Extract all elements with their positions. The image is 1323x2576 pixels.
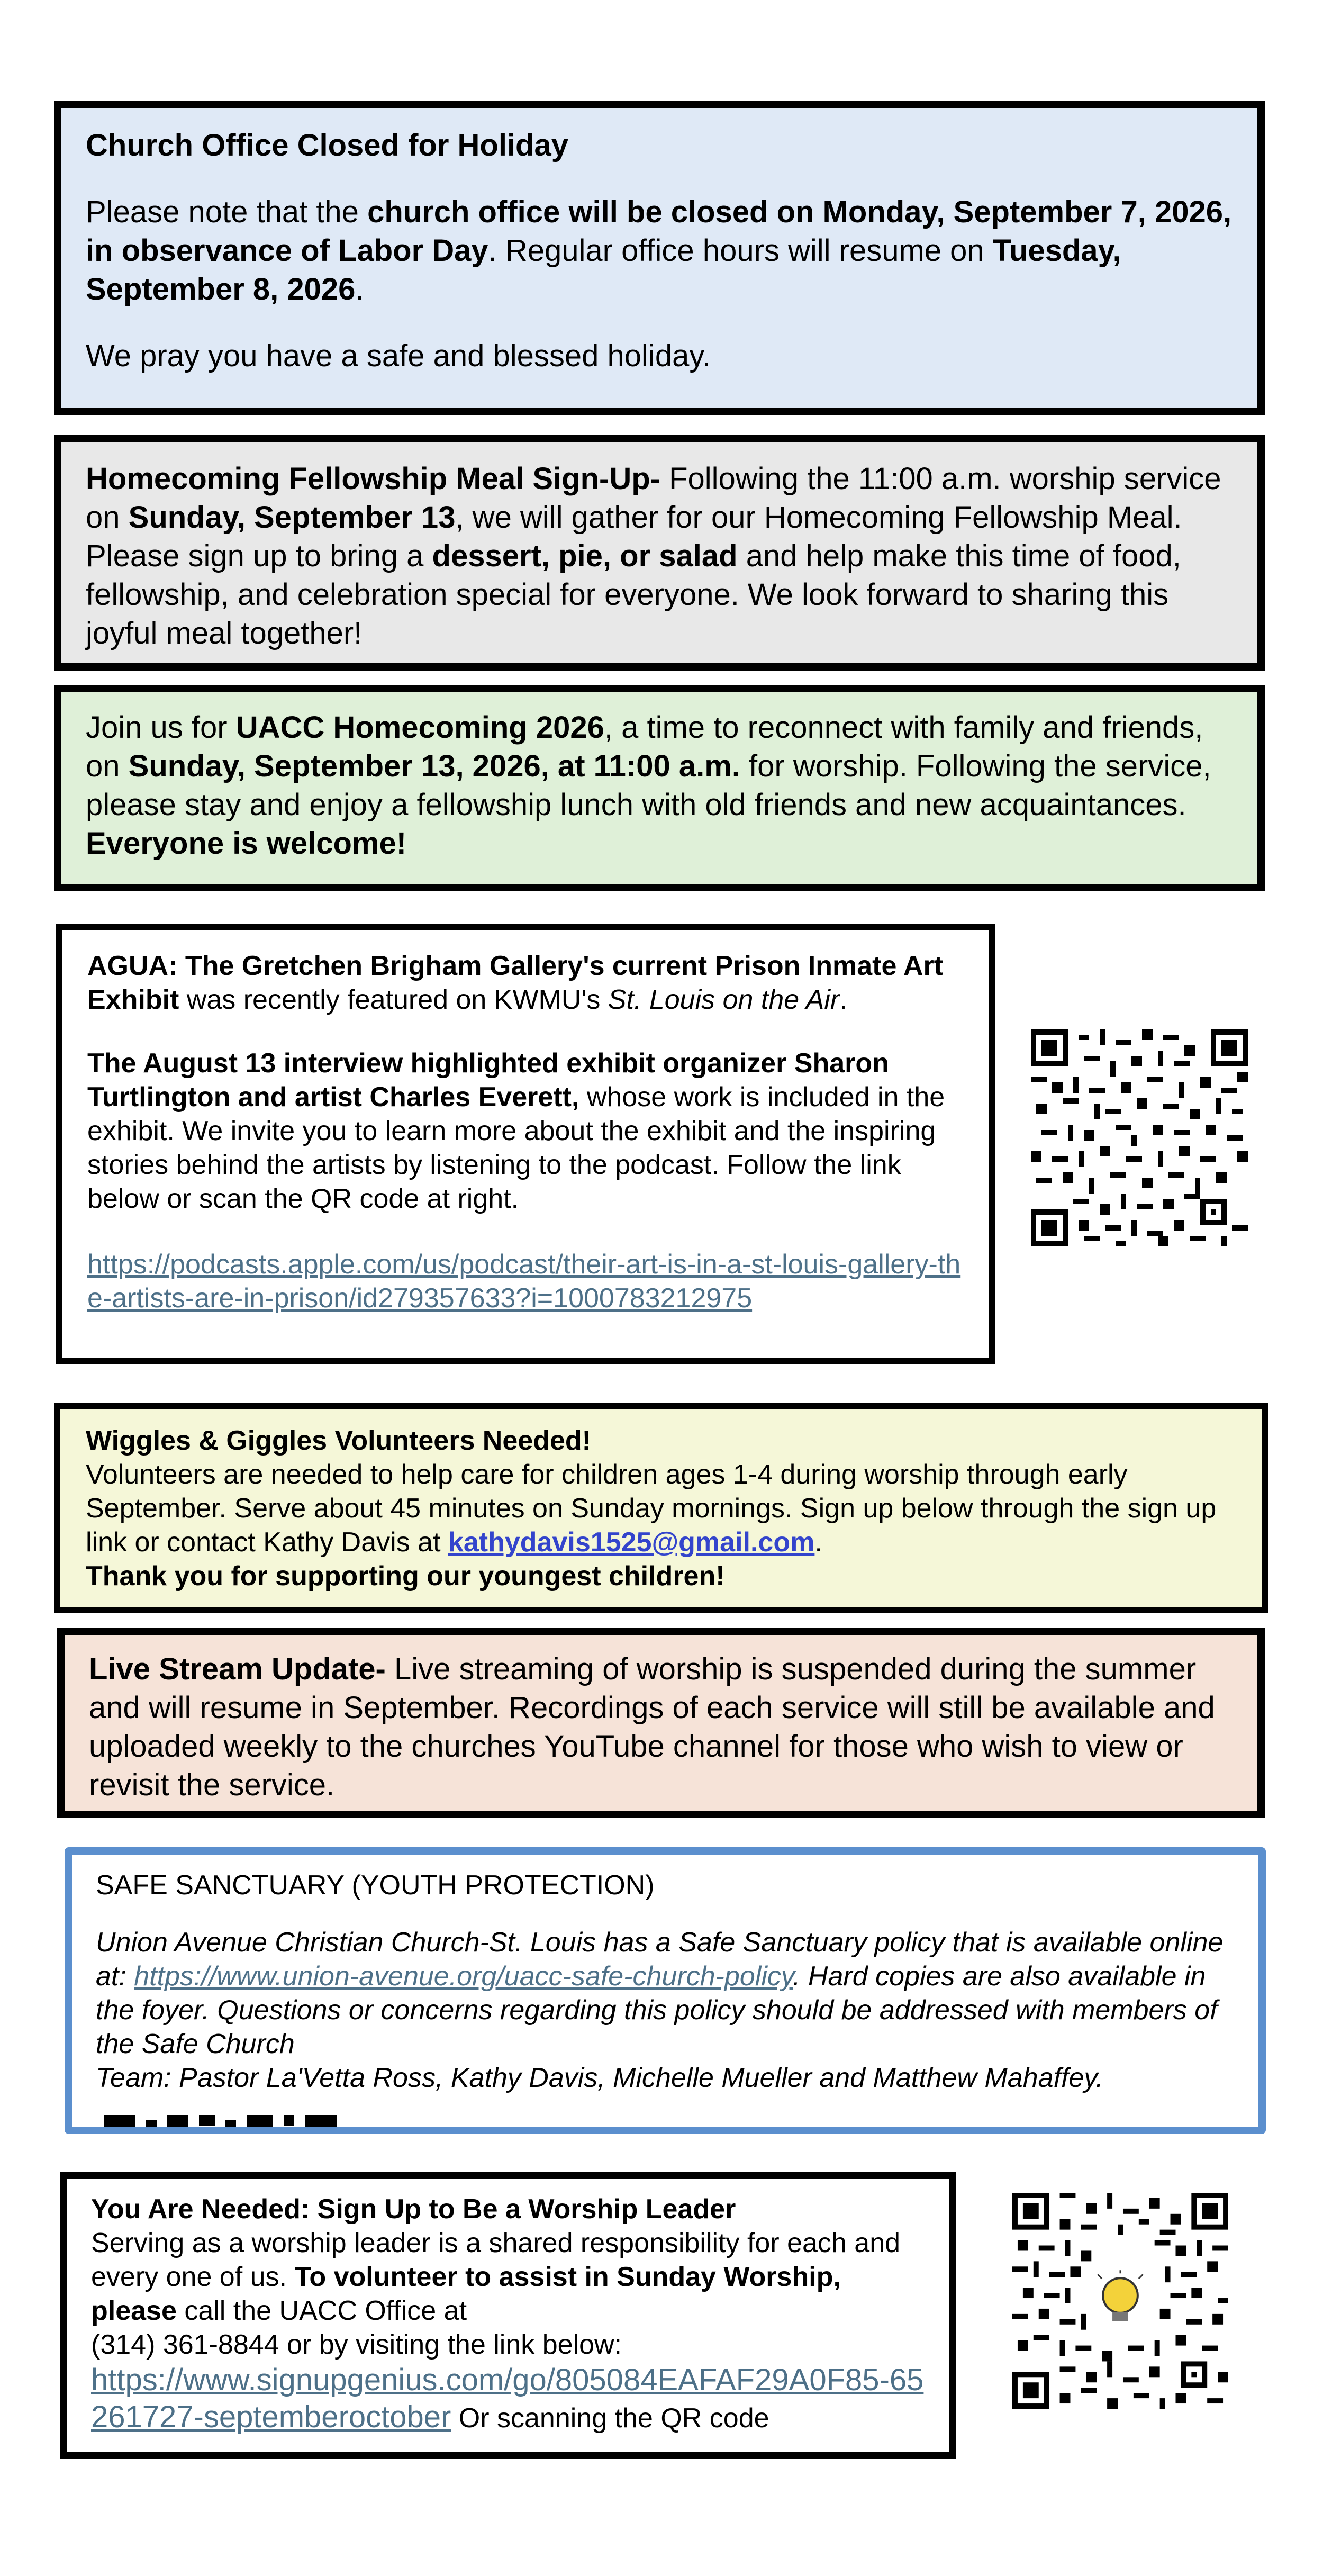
homecoming-text: Join us for UACC Homecoming 2026, a time to reconnect with family and friends, on Sunday, September 13, 2026, at 11:00 a.m. for worship. Following the service, please stay and enjoy a fellowship lunch with old friends and new acquaintances. Everyone is welcome! — [86, 710, 1211, 861]
safe-sanctuary-title: SAFE SANCTUARY (YOUTH PROTECTION) — [96, 1870, 655, 1901]
agua-interview-text: The August 13 interview highlighted exhibit organizer Sharon Turtlington and artist Charles Everett, whose work is included in the exhibit. We invite you to learn more about the exhibit and the inspiring stories behind the artists by listening to the podcast. Follow the link below or scan the QR code at right. — [87, 1048, 945, 1214]
kathy-davis-email-link[interactable]: kathydavis1525@gmail.com — [448, 1527, 815, 1558]
worship-leader-link-line: https://www.signupgenius.com/go/805084EAFAF29A0F85-65261727-septemberoctober Or scanning the QR code — [91, 2363, 924, 2434]
office-closed-paragraph: Please note that the church office will be closed on Monday, September 7, 2026, in observance of Labor Day. Regular office hours will resume on Tuesday, September 8, 2026. — [86, 195, 1232, 306]
office-closed-title: Church Office Closed for Holiday — [86, 128, 568, 162]
safe-sanctuary-team: Team: Pastor La'Vetta Ross, Kathy Davis, Michelle Mueller and Matthew Mahaffey. — [96, 2063, 1103, 2093]
homecoming-meal-text: Homecoming Fellowship Meal Sign-Up- Following the 11:00 a.m. worship service on Sunday, September 13, we will gather for our Homecoming Fellowship Meal. Please sign up to bring a dessert, pie, or salad and help make this time of food, fellowship, and celebration special for everyone. We look forward to sharing this joyful meal together! — [86, 462, 1221, 650]
worship-leader-phone: (314) 361-8844 or by visiting the link below: — [91, 2329, 622, 2360]
livestream-text: Live Stream Update- Live streaming of worship is suspended during the summer and will resume in September. Recordings of each service will still be available and uploaded weekly to the churches YouTube channel for those who wish to view or revisit the service. — [89, 1652, 1215, 1802]
wiggles-volunteers-notice — [54, 1403, 1268, 1613]
agua-intro: AGUA: The Gretchen Brigham Gallery's current Prison Inmate Art Exhibit was recently featured on KWMU's St. Louis on the Air. — [87, 951, 944, 1015]
agua-podcast-link[interactable]: https://podcasts.apple.com/us/podcast/their-art-is-in-a-st-louis-gallery-the-artists-are-in-prison/id279357633?i=1000783212975 — [87, 1249, 961, 1314]
safe-sanctuary-notice — [65, 1847, 1266, 2134]
livestream-notice — [57, 1628, 1265, 1818]
wiggles-text: Volunteers are needed to help care for children ages 1-4 during worship through early September. Serve about 45 minutes on Sunday mornings. Sign up below through the sign up link or contact Kathy Davis at kathydavis1525@gmail.com. — [86, 1459, 1217, 1558]
homecoming-meal-notice — [54, 435, 1265, 671]
homecoming-notice — [54, 685, 1265, 891]
lightbulb-icon — [1091, 2270, 1149, 2329]
clipped-qr-fragment — [104, 2115, 358, 2131]
safe-sanctuary-text: Union Avenue Christian Church-St. Louis has a Safe Sanctuary policy that is available online at: https://www.union-avenue.org/uacc-safe-church-policy. Hard copies are also available in the foyer. Questions or concerns regarding this policy should be addressed with members of the Safe Church — [96, 1927, 1224, 2059]
wiggles-thanks: Thank you for supporting our youngest children! — [86, 1561, 725, 1592]
agua-exhibit-notice — [56, 924, 995, 1364]
agua-qr-code[interactable] — [1031, 1029, 1248, 1246]
worship-leader-text: Serving as a worship leader is a shared responsibility for each and every one of us. To volunteer to assist in Sunday Worship, please call the UACC Office at — [91, 2228, 901, 2326]
signup-qr-code[interactable] — [1012, 2193, 1228, 2409]
worship-leader-title: You Are Needed: Sign Up to Be a Worship Leader — [91, 2194, 736, 2225]
safe-church-policy-link[interactable]: https://www.union-avenue.org/uacc-safe-church-policy — [134, 1961, 793, 1992]
office-closed-notice — [54, 101, 1265, 415]
office-closed-blessing: We pray you have a safe and blessed holiday. — [86, 339, 711, 373]
signupgenius-link[interactable]: https://www.signupgenius.com/go/805084EAFAF29A0F85-65261727-septemberoctober — [91, 2363, 924, 2434]
wiggles-title: Wiggles & Giggles Volunteers Needed! — [86, 1425, 591, 1456]
worship-leader-notice — [60, 2172, 956, 2459]
